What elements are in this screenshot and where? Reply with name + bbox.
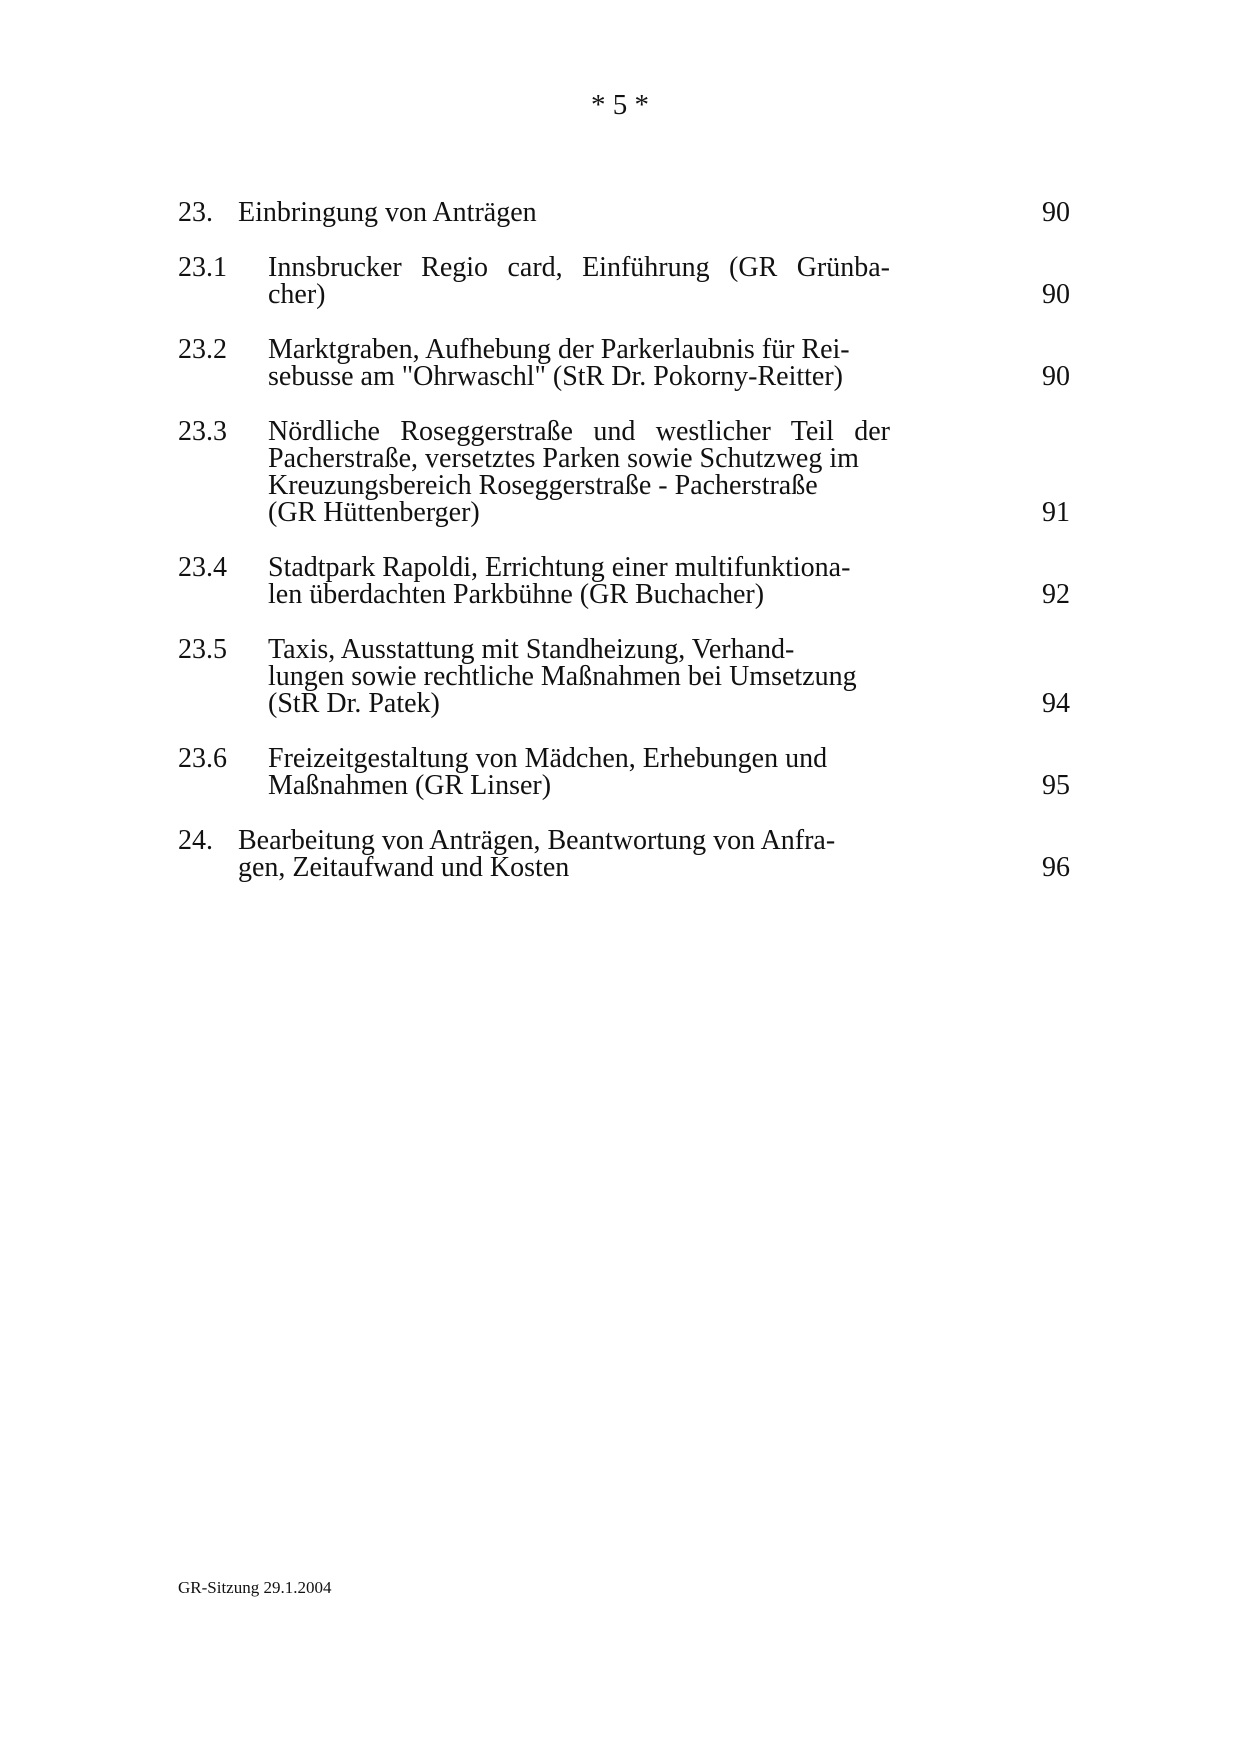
toc-entry-title-line: (GR Hüttenberger) (268, 497, 480, 528)
toc-entry-page: 92 (1042, 579, 1070, 610)
toc-entry-title-line: Nördliche Roseggerstraße und westlicher Teil der (268, 416, 890, 447)
toc-entry-page: 90 (1042, 361, 1070, 392)
toc-entry (178, 636, 1070, 717)
toc-entry-title (268, 636, 890, 717)
toc-entry (178, 745, 1070, 799)
toc-entry-number: 23.4 (178, 552, 227, 583)
toc-entry-page: 90 (1042, 279, 1070, 310)
toc-entry-number: 23.6 (178, 743, 227, 774)
toc-entry-title-line: len überdachten Parkbühne (GR Buchacher) (268, 579, 765, 610)
toc-entry-title-line: sebusse am "Ohrwaschl" (StR Dr. Pokorny-Reitter) (268, 361, 843, 392)
toc-entry-title (268, 745, 890, 799)
toc-entry (178, 827, 1070, 881)
toc-entry-page: 94 (1042, 688, 1070, 719)
toc-entry-title-line: gen, Zeitaufwand und Kosten (238, 852, 570, 883)
toc-entry (178, 199, 1070, 226)
toc-entry-title-line: Stadtpark Rapoldi, Errichtung einer multifunktiona- (268, 552, 851, 583)
toc-entry (178, 554, 1070, 608)
toc-entry-title-line: (StR Dr. Patek) (268, 688, 440, 719)
toc-entry-page: 95 (1042, 770, 1070, 801)
toc-entry-number: 23.2 (178, 334, 227, 365)
toc-entry-title (238, 199, 890, 226)
toc-entry-title-line: cher) (268, 279, 326, 310)
toc-entry-title (238, 827, 890, 881)
toc-entry-title-line: Pacherstraße, versetztes Parken sowie Schutzweg im (268, 443, 859, 474)
page-number: * 5 * (591, 89, 649, 121)
toc-entry (178, 254, 1070, 308)
toc-entry-title (268, 418, 890, 526)
toc-entry-title-line: lungen sowie rechtliche Maßnahmen bei Umsetzung (268, 661, 857, 692)
toc-entry-title-line: Marktgraben, Aufhebung der Parkerlaubnis für Rei- (268, 334, 850, 365)
toc-entry-number: 23.3 (178, 416, 227, 447)
toc-entry-title (268, 336, 890, 390)
toc-entry-number: 23.5 (178, 634, 227, 665)
toc-entry-title (268, 254, 890, 308)
toc-entry-title-line: Innsbrucker Regio card, Einführung (GR Grünba- (268, 252, 890, 283)
toc-entry-number: 23. (178, 197, 213, 228)
toc-entry-page: 96 (1042, 852, 1070, 883)
toc-entry-title-line: Maßnahmen (GR Linser) (268, 770, 552, 801)
toc-entry-title-line: Bearbeitung von Anträgen, Beantwortung von Anfra- (238, 825, 836, 856)
toc-entry (178, 336, 1070, 390)
toc-entry-title-line: Taxis, Ausstattung mit Standheizung, Verhand- (268, 634, 795, 665)
toc-entry (178, 418, 1070, 526)
toc-entry-title (268, 554, 890, 608)
toc-entry-number: 24. (178, 825, 213, 856)
footer-text: GR-Sitzung 29.1.2004 (178, 1578, 332, 1597)
toc-entry-number: 23.1 (178, 252, 227, 283)
toc-entry-title-line: Kreuzungsbereich Roseggerstraße - Pacherstraße (268, 470, 818, 501)
toc-entry-page: 90 (1042, 197, 1070, 228)
table-of-contents (178, 199, 1070, 881)
toc-entry-title-line: Einbringung von Anträgen (238, 197, 537, 228)
toc-entry-title-line: Freizeitgestaltung von Mädchen, Erhebungen und (268, 743, 828, 774)
toc-entry-page: 91 (1042, 497, 1070, 528)
